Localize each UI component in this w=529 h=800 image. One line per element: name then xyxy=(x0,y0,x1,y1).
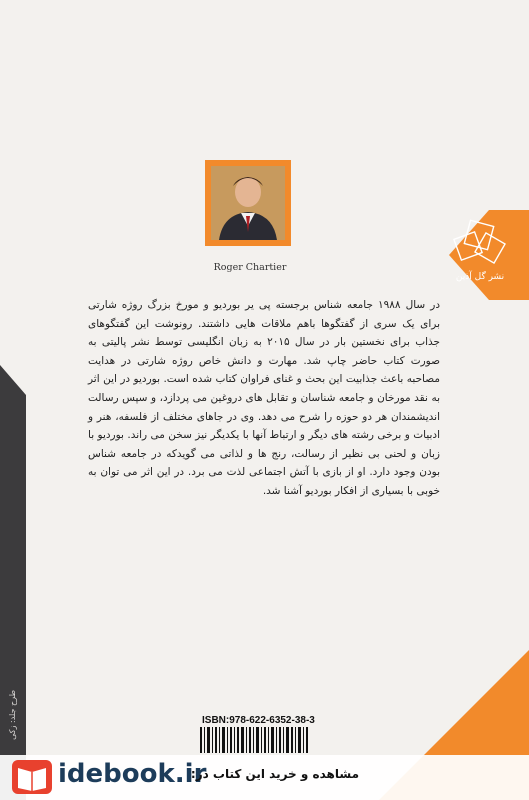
publisher-logo-icon xyxy=(449,215,509,270)
publisher-name: نشر گل آذین xyxy=(455,272,505,282)
author-photo-icon xyxy=(211,166,285,240)
author-portrait xyxy=(211,166,285,240)
author-portrait-frame xyxy=(205,160,291,246)
book-description: در سال ۱۹۸۸ جامعه شناس برجسته پی یر بوردیو و مورخ بزرگ روژه شارتی برای یک سری از گفتگوها باهم ملاقات هایی داشتند. رونوشت این گفتگوهای جذاب برای نخستین بار در سال ۲۰۱۵ به زبان انگلیسی توسط نشر پالیتی به صورت کتاب حاضر چاپ شد. مهارت و دانش خاص روژه شارتی در هدایت مصاحبه باعث جذابیت این بحث و غنای فراوان کتاب شده است. بوردیو در این اثر به نقد مورخان و جامعه شناسان و تقابل های دروغین می پردازد، و سپس رسالت اندیشمندان هر دو حوزه را شرح می دهد. وی در جاهای مختلف از فلسفه، هنر و ادبیات و برخی رشته های دیگر و ارتباط آنها با یکدیگر نیز سخن می راند. بوردیو با زبان و لحنی بی نظیر از رسالت، رنج ها و لذاتی می گویدکه در جامعه شناس بودن وجود دارد. او از بازی با آتش اجتماعی لذت می برد. در این اثر می توان به خوبی با بسیاری از افکار بوردیو آشنا شد. xyxy=(88,299,440,497)
designer-credit: طرح جلد: زکی xyxy=(8,690,17,740)
author-name: Roger Chartier xyxy=(213,262,287,273)
watermark-logo-icon xyxy=(12,760,52,794)
isbn-text: ISBN:978-622-6352-38-3 xyxy=(202,715,315,726)
watermark-logo-text[interactable]: idebook.ir xyxy=(58,759,207,789)
barcode xyxy=(200,727,310,753)
watermark-banner[interactable] xyxy=(0,755,529,800)
watermark-tagline: مشاهده و خرید این کتاب در: xyxy=(190,767,359,781)
